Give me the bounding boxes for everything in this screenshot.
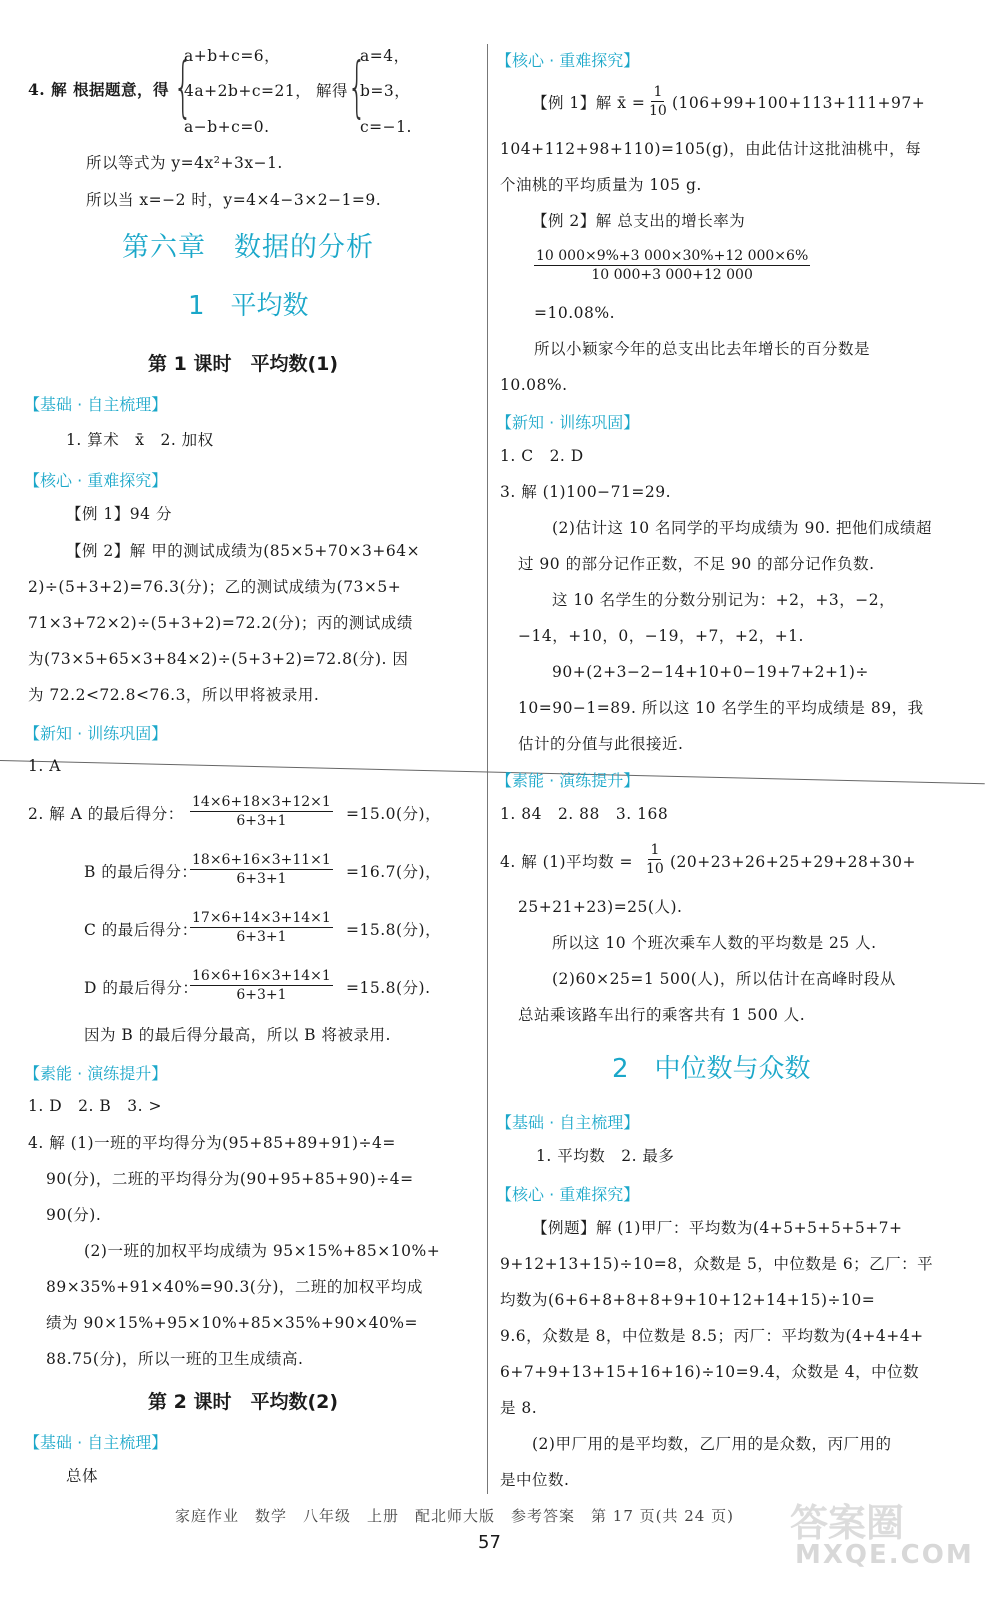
q4b-line: 89×35%+91×40%=90.3(分)，二班的加权平均成: [46, 1278, 423, 1296]
jichu-answers: 1. 算术 x̄ 2. 加权: [66, 431, 214, 449]
tag-jichu-2: 【 基础 · 自主梳理 】: [24, 1430, 167, 1453]
suneng-answers: 1. D 2. B 3. >: [28, 1097, 162, 1115]
fraction-denominator: 6+3+1: [236, 929, 287, 945]
q4-prefix: 4. 解 根据题意，得: [28, 80, 169, 99]
q3-line: 3. 解 (1)100−71=29.: [500, 483, 672, 501]
fraction-numerator: 16×6+16×3+14×1: [192, 968, 331, 984]
q2-fraction-d: [190, 967, 333, 1004]
q4-tail: (20+23+26+25+29+28+30+: [670, 853, 917, 871]
ex1-fraction: [647, 83, 669, 120]
q4-mid: 解得: [316, 82, 349, 100]
example-2-line: 为(73×5+65×3+84×2)÷(5+3+2)=72.8(分). 因: [28, 650, 409, 668]
example-2-line: 71×3+72×2)÷(5+3+2)=72.2(分)；丙的测试成绩: [28, 614, 413, 632]
q4b-line: 90(分).: [46, 1206, 102, 1224]
page-fold-line: [0, 760, 985, 784]
q2-label-d: D 的最后得分：: [84, 979, 199, 997]
q4-sol-2: b=3，: [360, 82, 411, 100]
example-2-line: 为 72.2<72.8<76.3，所以甲将被录用.: [28, 686, 320, 704]
q4b-line: 绩为 90×15%+95×10%+85×35%+90×40%=: [46, 1314, 419, 1332]
suneng-answers: 1. 84 2. 88 3. 168: [500, 805, 669, 823]
watermark-logo: 答案圈: [790, 1501, 905, 1545]
column-divider: [487, 44, 488, 1494]
ex1-line-2: 104+112+98+110)=105(g)，由此估计这批油桃中，每: [500, 140, 922, 158]
q3-line: 10=90−1=89. 所以这 10 名学生的平均成绩是 89，我: [518, 699, 924, 717]
q3-line: 90+(2+3−2−14+10+0−19+7+2+1)÷: [552, 663, 869, 681]
fraction-denominator: 10: [646, 861, 664, 877]
q4-prefix: 4. 解 (1)平均数 =: [500, 853, 634, 871]
ex1-tail: (106+99+100+113+111+97+: [672, 94, 926, 112]
ex1-prefix: 【例 1】解 x̄ =: [532, 94, 646, 112]
fraction-denominator: 10: [649, 103, 667, 119]
chapter-title: 第六章 数据的分析: [122, 232, 374, 263]
jichu-answers: 1. 平均数 2. 最多: [536, 1147, 675, 1165]
q4-line: (2)60×25=1 500(人)，所以估计在高峰时段从: [552, 970, 896, 988]
left-brace-icon: {: [173, 48, 193, 125]
q4-line-2: 所以等式为 y=4x²+3x−1.: [86, 154, 283, 172]
fraction-denominator: 6+3+1: [236, 871, 287, 887]
fraction-numerator: 1: [653, 84, 663, 100]
q2-label-b: B 的最后得分：: [84, 863, 198, 881]
q3-line: 估计的分值与此很接近.: [518, 735, 684, 753]
fraction-denominator: 6+3+1: [236, 813, 287, 829]
q4b-line: 90(分)，二班的平均得分为(90+95+85+90)÷4=: [46, 1170, 414, 1188]
ex1-line-3: 个油桃的平均质量为 105 g.: [500, 176, 702, 194]
q2-fraction-b: [190, 851, 333, 888]
example-2-line: 【例 2】解 甲的测试成绩为(85×5+70×3+64×: [66, 542, 421, 560]
q4-line: 总站乘该路车出行的乘客共有 1 500 人.: [518, 1006, 806, 1024]
q4-line-3: 所以当 x=−2 时，y=4×4−3×2−1=9.: [86, 191, 382, 209]
q3-line: −14，+10，0，−19，+7，+2，+1.: [518, 627, 804, 645]
q4b-line: 88.75(分)，所以一班的卫生成绩高.: [46, 1350, 304, 1368]
q4-line: 所以这 10 个班次乘车人数的平均数是 25 人.: [552, 934, 877, 952]
example-line: 9.6，众数是 8，中位数是 8.5；丙厂：平均数为(4+4+4+: [500, 1327, 924, 1345]
xinzhi-answers: 1. C 2. D: [500, 447, 584, 465]
q4-sol-1: a=4，: [360, 47, 410, 65]
tag-suneng: 【 素能 · 演练提升 】: [24, 1061, 167, 1084]
fraction-numerator: 17×6+14×3+14×1: [192, 910, 331, 926]
zongti-answer: 总体: [66, 1467, 99, 1485]
fraction-numerator: 18×6+16×3+11×1: [192, 852, 331, 868]
q2-result-b: =16.7(分)，: [346, 863, 442, 881]
section-title-2: 2 中位数与众数: [612, 1054, 811, 1084]
tag-hexin-2: 【 核心 · 重难探究 】: [496, 1182, 639, 1205]
q2-result-d: =15.8(分).: [346, 979, 431, 997]
tag-hexin: 【 核心 · 重难探究 】: [496, 48, 639, 71]
q3-line: (2)估计这 10 名同学的平均成绩为 90. 把他们成绩超: [552, 519, 933, 537]
q4-line: 25+21+23)=25(人).: [518, 898, 683, 916]
q4-eq-3: a−b+c=0.: [184, 118, 270, 136]
tag-xinzhi: 【 新知 · 训练巩固 】: [496, 410, 639, 433]
q2-prefix: 2. 解 A 的最后得分：: [28, 805, 184, 823]
ex2-line-4: 10.08%.: [500, 376, 568, 394]
q4-fraction: [644, 841, 666, 878]
q4-eq-1: a+b+c=6，: [184, 47, 281, 65]
tag-xinzhi: 【 新知 · 训练巩固 】: [24, 721, 167, 744]
q4-eq-2: 4a+2b+c=21，: [184, 82, 312, 100]
example-line: 是 8.: [500, 1399, 538, 1417]
xinzhi-answer-1: 1. A: [28, 757, 61, 775]
example-2-line: 2)÷(5+3+2)=76.3(分)；乙的测试成绩为(73×5+: [28, 578, 402, 596]
ex2-result: =10.08%.: [534, 304, 616, 322]
tag-suneng: 【 素能 · 演练提升 】: [496, 768, 639, 791]
example-line: 6+7+9+13+15+16+16)÷10=9.4，众数是 4，中位数: [500, 1363, 920, 1381]
q2-result-c: =15.8(分)，: [346, 921, 442, 939]
tag-hexin: 【 核心 · 重难探究 】: [24, 468, 167, 491]
fraction-numerator: 1: [650, 842, 660, 858]
tag-jichu: 【 基础 · 自主梳理 】: [24, 392, 167, 415]
q3-line: 这 10 名学生的分数分别记为：+2，+3，−2，: [552, 591, 896, 609]
q2-conclusion: 因为 B 的最后得分最高，所以 B 将被录用.: [84, 1026, 391, 1044]
page-footer: 家庭作业 数学 八年级 上册 配北师大版 参考答案 第 17 页(共 24 页): [175, 1507, 734, 1525]
left-brace-icon: {: [347, 48, 367, 125]
q3-line: 过 90 的部分记作正数，不足 90 的部分记作负数.: [518, 555, 875, 573]
ex2-fraction: [534, 247, 810, 284]
q4-sol-3: c=−1.: [360, 118, 412, 136]
fraction-numerator: 10 000×9%+3 000×30%+12 000×6%: [536, 248, 809, 264]
lesson-title: 第 1 课时 平均数(1): [148, 353, 339, 375]
q2-result-a: =15.0(分)，: [346, 805, 442, 823]
example-line: 9+12+13+15)÷10=8，众数是 5，中位数是 6；乙厂：平: [500, 1255, 934, 1273]
ex2-line-1: 【例 2】解 总支出的增长率为: [532, 212, 746, 230]
fraction-denominator: 6+3+1: [236, 987, 287, 1003]
q2-label-c: C 的最后得分：: [84, 921, 198, 939]
example-line: 是中位数.: [500, 1471, 570, 1489]
q4b-line: 4. 解 (1)一班的平均得分为(95+85+89+91)÷4=: [28, 1134, 396, 1152]
q2-fraction-a: [190, 793, 333, 830]
q2-fraction-c: [190, 909, 333, 946]
example-line: 【例题】解 (1)甲厂：平均数为(4+5+5+5+5+7+: [532, 1219, 903, 1237]
tag-jichu: 【 基础 · 自主梳理 】: [496, 1110, 639, 1133]
watermark-url: MXQE.COM: [795, 1540, 974, 1570]
example-line: 均数为(6+6+8+8+8+9+10+12+14+15)÷10=: [500, 1291, 876, 1309]
lesson-title-2: 第 2 课时 平均数(2): [148, 1391, 339, 1413]
fraction-denominator: 10 000+3 000+12 000: [591, 267, 753, 283]
example-1: 【例 1】94 分: [66, 505, 172, 523]
q4b-line: (2)一班的加权平均成绩为 95×15%+85×10%+: [84, 1242, 441, 1260]
fraction-numerator: 14×6+18×3+12×1: [192, 794, 331, 810]
page-number: 57: [478, 1532, 501, 1553]
example-line: (2)甲厂用的是平均数，乙厂用的是众数，丙厂用的: [532, 1435, 892, 1453]
ex2-line-3: 所以小颖家今年的总支出比去年增长的百分数是: [534, 340, 871, 358]
section-title: 1 平均数: [188, 291, 309, 321]
